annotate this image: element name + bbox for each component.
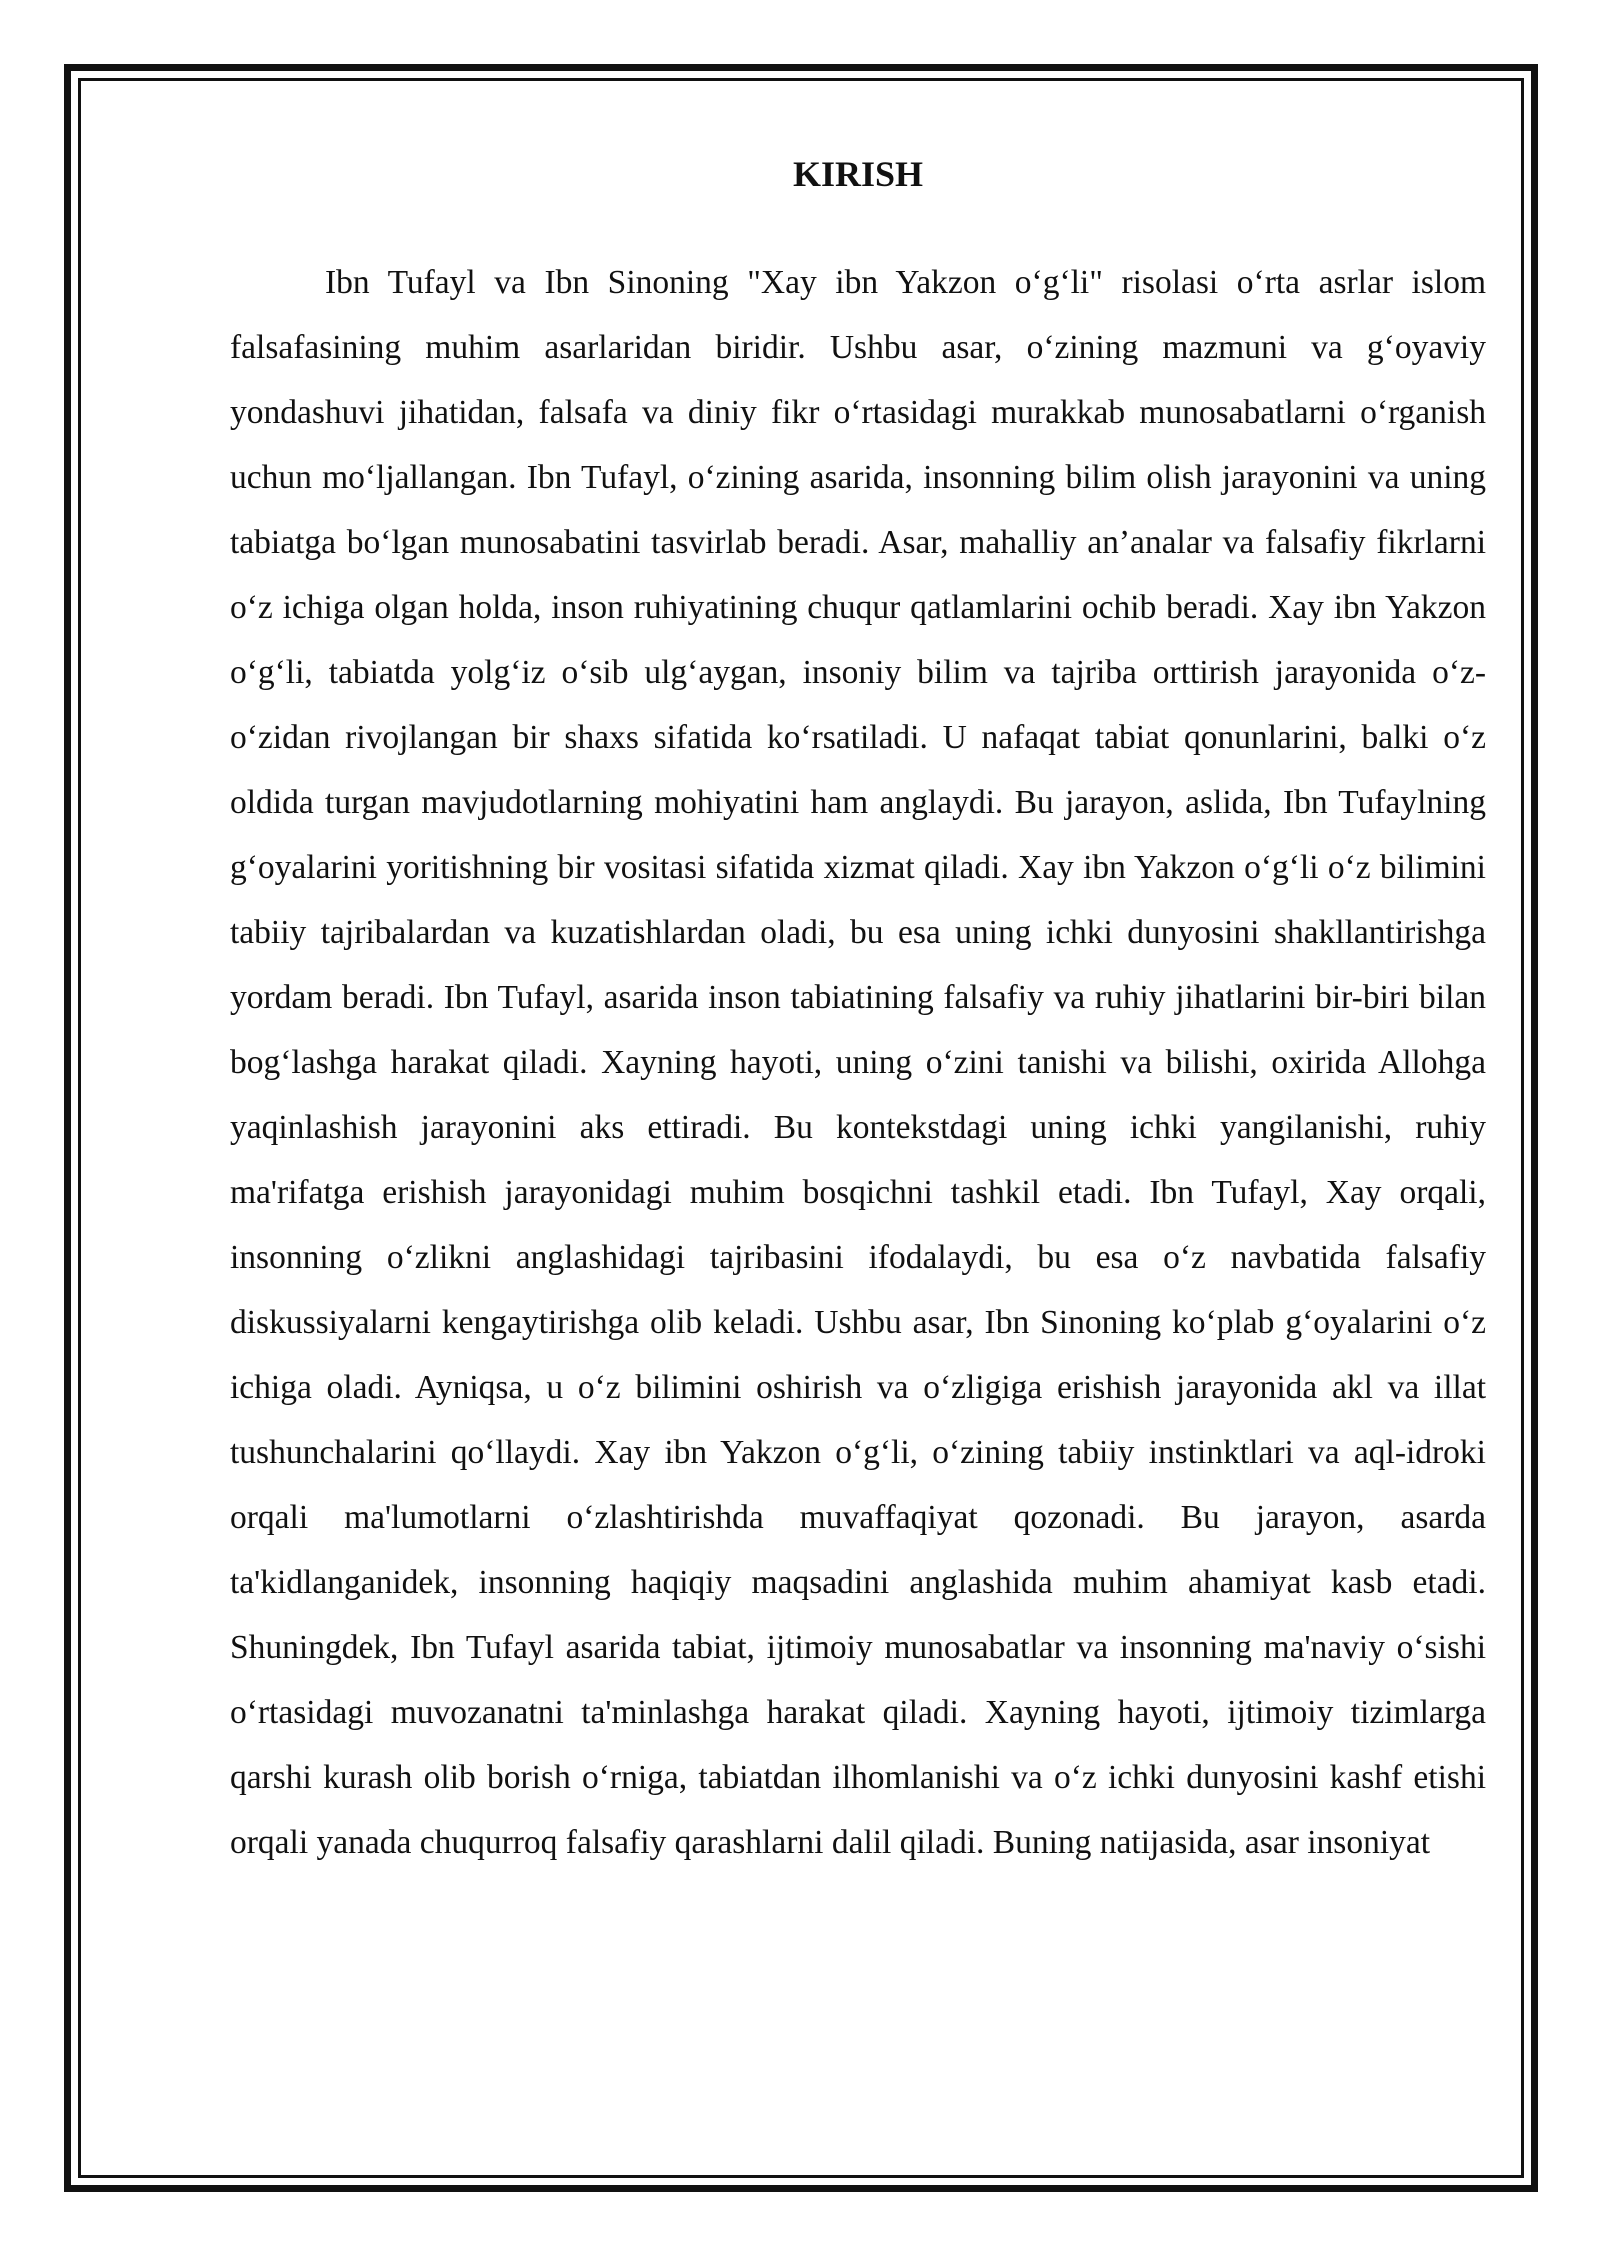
section-title: KIRISH [792, 154, 924, 194]
page-content [230, 150, 1486, 1875]
body-paragraph: Ibn Tufayl va Ibn Sinoning "Xay ibn Yakzon o‘g‘li" risolasi o‘rta asrlar islom falsafasining muhim asarlaridan biridir. Ushbu asar, o‘zining mazmuni va g‘oyaviy yondashuvi jihatidan, falsafa va diniy fikr o‘rtasidagi murakkab munosabatlarni o‘rganish uchun mo‘ljallangan. Ibn Tufayl, o‘zining asarida, insonning bilim olish jarayonini va uning tabiatga bo‘lgan munosabatini tasvirlab beradi. Asar, mahalliy an’analar va falsafiy fikrlarni o‘z ichiga olgan holda, inson ruhiyatining chuqur qatlamlarini ochib beradi. Xay ibn Yakzon o‘g‘li, tabiatda yolg‘iz o‘sib ulg‘aygan, insoniy bilim va tajriba orttirish jarayonida o‘z-o‘zidan rivojlangan bir shaxs sifatida ko‘rsatiladi. U nafaqat tabiat qonunlarini, balki o‘z oldida turgan mavjudotlarning mohiyatini ham anglaydi. Bu jarayon, aslida, Ibn Tufaylning g‘oyalarini yoritishning bir vositasi sifatida xizmat qiladi. Xay ibn Yakzon o‘g‘li o‘z bilimini tabiiy tajribalardan va kuzatishlardan oladi, bu esa uning ichki dunyosini shakllantirishga yordam beradi. Ibn Tufayl, asarida inson tabiatining falsafiy va ruhiy jihatlarini bir-biri bilan bog‘lashga harakat qiladi. Xayning hayoti, uning o‘zini tanishi va bilishi, oxirida Allohga yaqinlashish jarayonini aks ettiradi. Bu kontekstdagi uning ichki yangilanishi, ruhiy ma'rifatga erishish jarayonidagi muhim bosqichni tashkil etadi. Ibn Tufayl, Xay orqali, insonning o‘zlikni anglashidagi tajribasini ifodalaydi, bu esa o‘z navbatida falsafiy diskussiyalarni kengaytirishga olib keladi. Ushbu asar, Ibn Sinoning ko‘plab g‘oyalarini o‘z ichiga oladi. Ayniqsa, u o‘z bilimini oshirish va o‘zligiga erishish jarayonida akl va illat tushunchalarini qo‘llaydi. Xay ibn Yakzon o‘g‘li, o‘zining tabiiy instinktlari va aql-idroki orqali ma'lumotlarni o‘zlashtirishda muvaffaqiyat qozonadi. Bu jarayon, asarda ta'kidlanganidek, insonning haqiqiy maqsadini anglashida muhim ahamiyat kasb etadi. Shuningdek, Ibn Tufayl asarida tabiat, ijtimoiy munosabatlar va insonning ma'naviy o‘sishi o‘rtasidagi muvozanatni ta'minlashga harakat qiladi. Xayning hayoti, ijtimoiy tizimlarga qarshi kurash olib borish o‘rniga, tabiatdan ilhomlanishi va o‘z ichki dunyosini kashf etishi orqali yanada chuqurroq falsafiy qarashlarni dalil qiladi. Buning natijasida, asar insoniyat [230, 264, 1486, 1861]
